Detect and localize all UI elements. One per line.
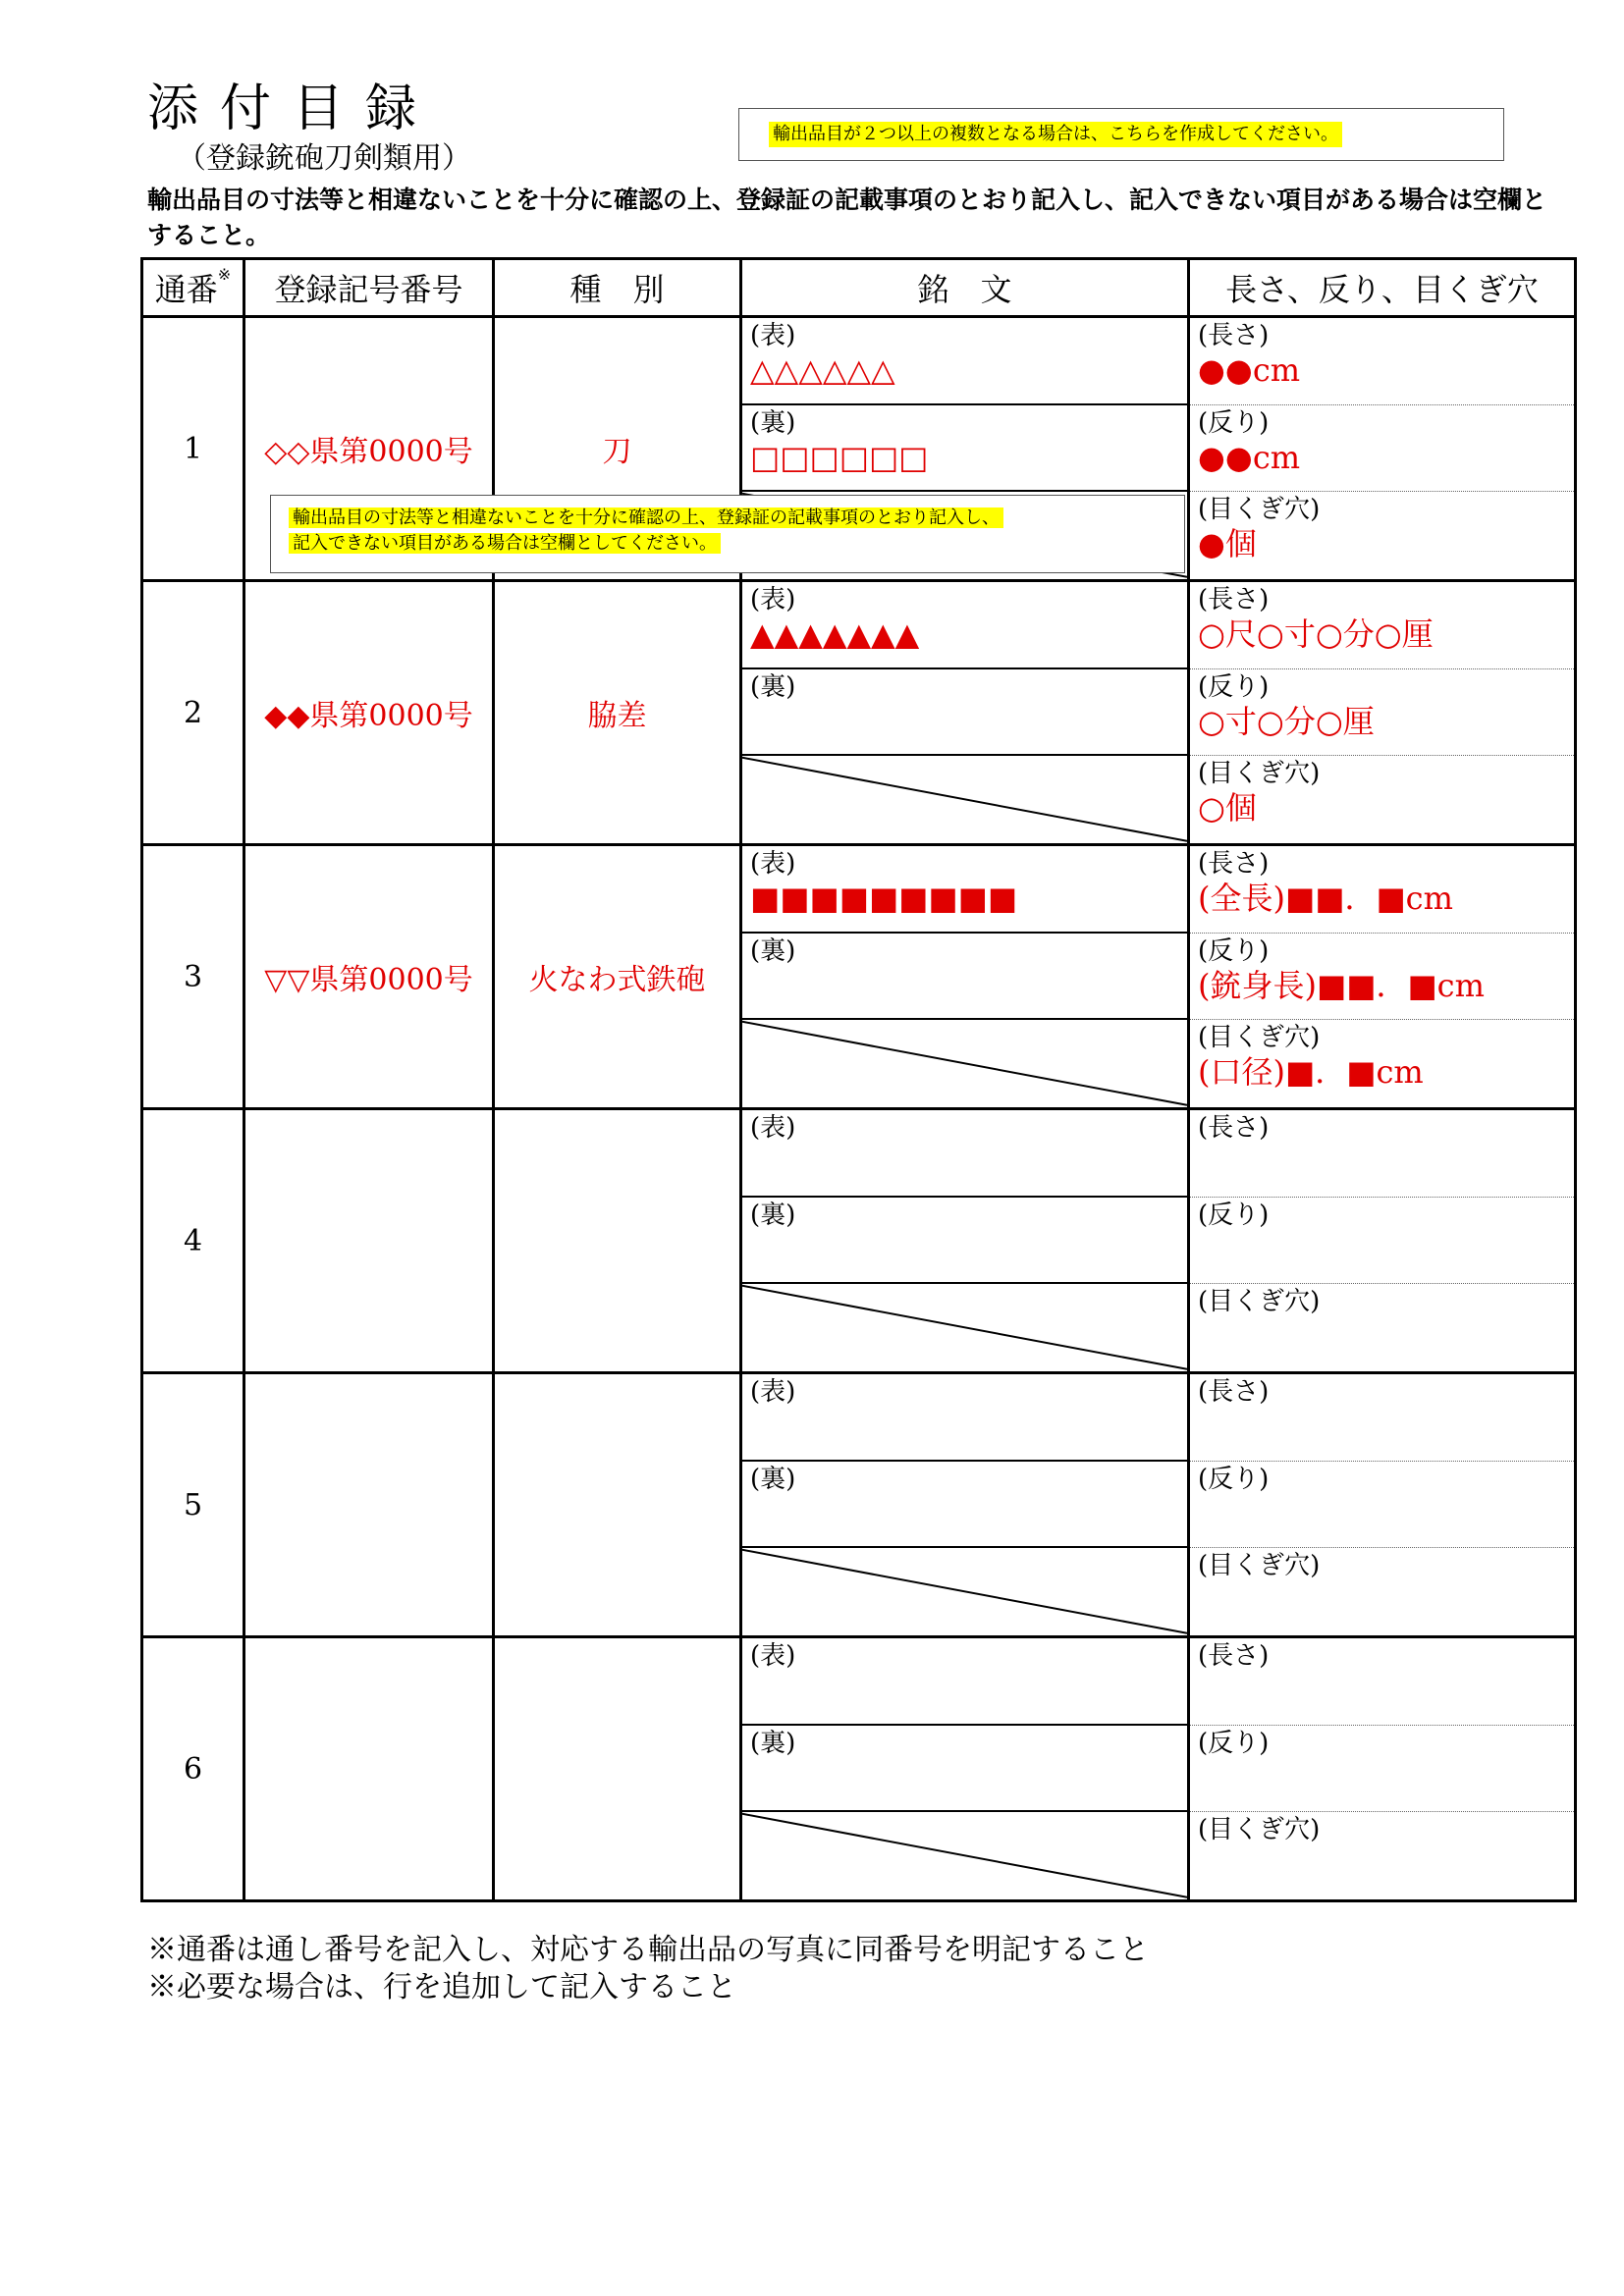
dim-mekugi[interactable] (1190, 1812, 1574, 1899)
table-row (142, 581, 1576, 845)
inscription-blank-diagonal (742, 756, 1187, 843)
length-label: (長さ) (1198, 849, 1270, 879)
mekugi-label: (目くぎ穴) (1198, 1023, 1321, 1053)
inscription-blank-diagonal (742, 1812, 1187, 1899)
diagonal-line (742, 1020, 1187, 1107)
row-registration-number[interactable] (244, 1373, 494, 1637)
row-num: 4 (142, 1109, 244, 1373)
dim-mekugi[interactable] (1190, 756, 1574, 843)
row-dimensions (1189, 317, 1576, 581)
sori-label: (反り) (1198, 935, 1270, 966)
inscription-ura[interactable] (742, 1462, 1187, 1549)
row-num: 1 (142, 317, 244, 581)
length-value: ○尺○寸○分○厘 (1198, 615, 1434, 653)
omote-label: (表) (750, 1641, 796, 1671)
inscription-blank-diagonal (742, 1284, 1187, 1371)
row-dimensions (1189, 1109, 1576, 1373)
omote-label: (表) (750, 849, 796, 879)
ura-label: (裏) (750, 1728, 796, 1758)
diagonal-line (742, 1548, 1187, 1635)
ura-label: (裏) (750, 1464, 796, 1494)
callout-line-1: 輸出品目の寸法等と相違ないことを十分に確認の上、登録証の記載事項のとおり記入し、 (289, 507, 1003, 528)
ura-label: (裏) (750, 671, 796, 702)
row-registration-number[interactable] (244, 1109, 494, 1373)
row-kind[interactable] (494, 1109, 741, 1373)
diagonal-line (742, 756, 1187, 843)
ura-label: (裏) (750, 1200, 796, 1230)
length-label: (長さ) (1198, 1113, 1270, 1143)
dim-mekugi[interactable] (1190, 1284, 1574, 1371)
omote-label: (表) (750, 1377, 796, 1407)
sori-label: (反り) (1198, 407, 1270, 438)
row-num: 6 (142, 1637, 244, 1901)
row-inscription (741, 1637, 1189, 1901)
col-header-mei: 銘 文 (741, 259, 1189, 317)
col-header-dims: 長さ、反り、目くぎ穴 (1189, 259, 1576, 317)
inscription-blank-diagonal (742, 1548, 1187, 1635)
length-label: (長さ) (1198, 321, 1270, 350)
dim-length[interactable] (1190, 1374, 1574, 1462)
sori-value: ○寸○分○厘 (1198, 702, 1375, 740)
length-label: (長さ) (1198, 1641, 1270, 1671)
sori-value: (銃身長)■■．■cm (1198, 966, 1485, 1004)
row-inscription (741, 1109, 1189, 1373)
dim-length[interactable] (1190, 582, 1574, 669)
sori-label: (反り) (1198, 1728, 1270, 1758)
col-header-num: 通番※ (142, 259, 244, 317)
mekugi-label: (目くぎ穴) (1198, 759, 1321, 789)
ura-label: (裏) (750, 407, 796, 438)
multiple-items-note-text: 輸出品目が２つ以上の複数となる場合は、こちらを作成してください。 (769, 122, 1342, 147)
col-header-reg: 登録記号番号 (244, 259, 494, 317)
footer-note-1: ※通番は通し番号を記入し、対応する輸出品の写真に同番号を明記すること (147, 1933, 1149, 1967)
inscription-omote[interactable] (742, 1110, 1187, 1198)
row-num: 3 (142, 845, 244, 1109)
row-dimensions (1189, 1373, 1576, 1637)
row-kind[interactable]: 火なわ式鉄砲 (494, 845, 741, 1109)
inscription-ura[interactable] (742, 934, 1187, 1021)
omote-value: ▲▲▲▲▲▲▲ (750, 615, 920, 653)
diagonal-line (742, 1284, 1187, 1371)
inscription-ura[interactable] (742, 669, 1187, 757)
row-kind[interactable] (494, 1637, 741, 1901)
length-value: ●●cm (1198, 351, 1301, 389)
dim-sori[interactable] (1190, 669, 1574, 757)
callout-line-2: 記入できない項目がある場合は空欄としてください。 (289, 533, 721, 554)
inscription-omote[interactable] (742, 1638, 1187, 1726)
footer-notes (147, 1932, 1149, 2006)
table-row (142, 1109, 1576, 1373)
ura-label: (裏) (750, 935, 796, 966)
row-registration-number[interactable] (244, 1637, 494, 1901)
mekugi-label: (目くぎ穴) (1198, 1287, 1321, 1317)
col-header-kind: 種 別 (494, 259, 741, 317)
diagonal-line (742, 1812, 1187, 1899)
table-row (142, 845, 1576, 1109)
row-registration-number[interactable]: ▽▽県第0000号 (244, 845, 494, 1109)
omote-label: (表) (750, 585, 796, 614)
dim-length[interactable] (1190, 1110, 1574, 1198)
omote-value: ■■■■■■■■■ (750, 880, 1018, 917)
length-value: (全長)■■．■cm (1198, 880, 1453, 917)
inscription-omote[interactable] (742, 582, 1187, 669)
row-registration-number[interactable]: ◇◇県第0000号 (244, 317, 494, 581)
instruction-text: 輸出品目の寸法等と相違ないことを十分に確認の上、登録証の記載事項のとおり記入し、記入できない項目がある場合は空欄とすること。 (147, 186, 1547, 249)
dim-mekugi[interactable] (1190, 1548, 1574, 1635)
inscription-omote[interactable] (742, 846, 1187, 934)
ura-value: □□□□□□ (750, 438, 929, 476)
mekugi-value: (口径)■．■cm (1198, 1053, 1424, 1092)
inscription-ura[interactable] (742, 1198, 1187, 1285)
row-kind[interactable] (494, 1373, 741, 1637)
row-dimensions (1189, 581, 1576, 845)
omote-value: △△△△△△ (750, 351, 895, 389)
row-kind[interactable]: 脇差 (494, 581, 741, 845)
table-header-row (142, 259, 1576, 317)
dim-sori[interactable] (1190, 405, 1574, 493)
inscription-ura[interactable] (742, 1726, 1187, 1813)
instruction-callout (270, 495, 1185, 573)
inscription-blank-diagonal (742, 1020, 1187, 1107)
row-num: 5 (142, 1373, 244, 1637)
sori-label: (反り) (1198, 1464, 1270, 1494)
mekugi-label: (目くぎ穴) (1198, 1551, 1321, 1581)
table-row (142, 1373, 1576, 1637)
sori-label: (反り) (1198, 671, 1270, 702)
omote-label: (表) (750, 1113, 796, 1143)
dim-sori[interactable] (1190, 1198, 1574, 1285)
dim-length[interactable] (1190, 846, 1574, 934)
row-dimensions (1189, 845, 1576, 1109)
dim-length[interactable] (1190, 318, 1574, 405)
omote-label: (表) (750, 321, 796, 350)
mekugi-value: ○個 (1198, 789, 1257, 828)
dim-length[interactable] (1190, 1638, 1574, 1726)
dim-sori[interactable] (1190, 1726, 1574, 1813)
row-inscription (741, 581, 1189, 845)
inscription-omote[interactable] (742, 1374, 1187, 1462)
sori-value: ●●cm (1198, 438, 1301, 476)
footer-note-2: ※必要な場合は、行を追加して記入すること (147, 1970, 736, 2004)
length-label: (長さ) (1198, 585, 1270, 614)
page-title: 添付目録 (147, 80, 439, 138)
row-dimensions (1189, 1637, 1576, 1901)
row-inscription (741, 1373, 1189, 1637)
dim-mekugi[interactable] (1190, 1020, 1574, 1107)
length-label: (長さ) (1198, 1377, 1270, 1407)
page-subtitle: （登録銃砲刀剣類用） (177, 141, 471, 176)
table-row (142, 1637, 1576, 1901)
sori-label: (反り) (1198, 1200, 1270, 1230)
dim-sori[interactable] (1190, 934, 1574, 1021)
inscription-omote[interactable] (742, 318, 1187, 405)
dim-mekugi[interactable] (1190, 492, 1574, 579)
dim-sori[interactable] (1190, 1462, 1574, 1549)
mekugi-label: (目くぎ穴) (1198, 495, 1321, 525)
inscription-ura[interactable] (742, 405, 1187, 493)
mekugi-label: (目くぎ穴) (1198, 1815, 1321, 1845)
mekugi-value: ●個 (1198, 525, 1257, 563)
row-inscription (741, 845, 1189, 1109)
multiple-items-note (738, 108, 1504, 161)
row-num: 2 (142, 581, 244, 845)
row-kind[interactable]: 刀 (494, 317, 741, 581)
row-registration-number[interactable]: ◆◆県第0000号 (244, 581, 494, 845)
